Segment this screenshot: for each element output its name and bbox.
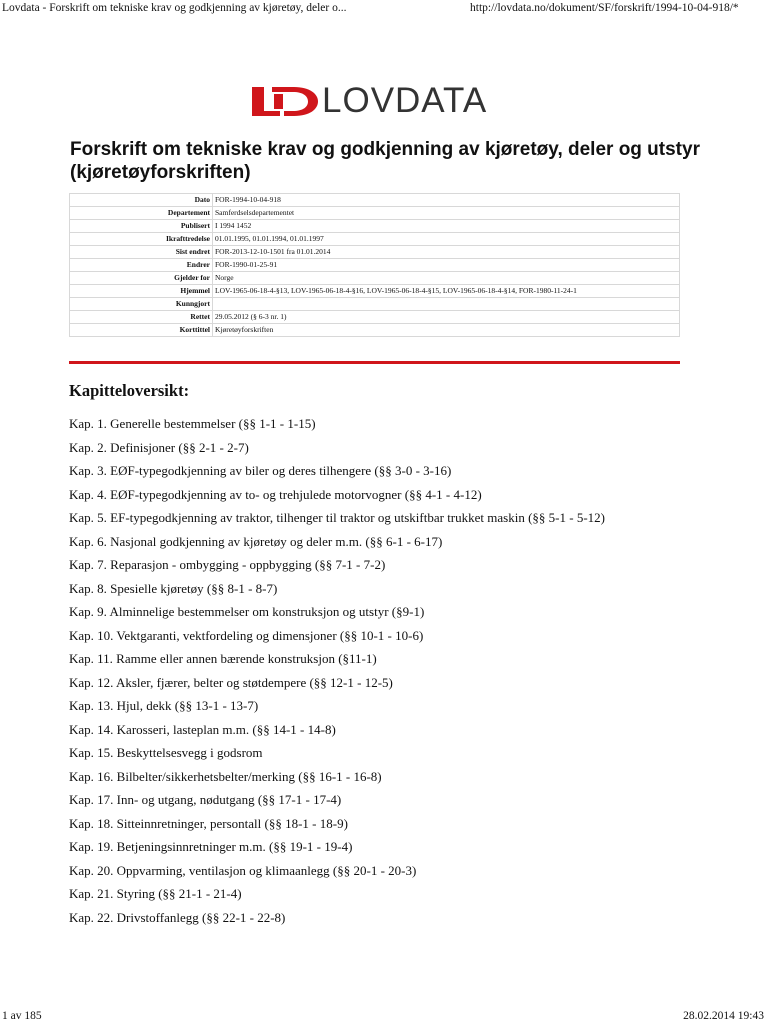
chapter-link[interactable]: Kap. 2. Definisjoner (§§ 2-1 - 2-7) (69, 439, 249, 455)
metadata-row (70, 233, 680, 246)
metadata-value: FOR-1990-01-25-91 (213, 259, 680, 272)
print-header-url: http://lovdata.no/dokument/SF/forskrift/1994-10-04-918/* (470, 2, 739, 14)
metadata-row (70, 311, 680, 324)
chapter-list (69, 414, 605, 931)
metadata-key: Sist endret (70, 246, 213, 259)
metadata-row (70, 285, 680, 298)
metadata-key: Dato (70, 194, 213, 207)
chapter-link[interactable]: Kap. 16. Bilbelter/sikkerhetsbelter/merking (§§ 16-1 - 16-8) (69, 768, 382, 784)
metadata-row (70, 220, 680, 233)
chapter-link[interactable]: Kap. 4. EØF-typegodkjenning av to- og trehjulede motorvogner (§§ 4-1 - 4-12) (69, 486, 482, 502)
chapter-link[interactable]: Kap. 20. Oppvarming, ventilasjon og klimaanlegg (§§ 20-1 - 20-3) (69, 862, 417, 878)
print-header (0, 0, 768, 18)
chapter-link[interactable]: Kap. 18. Sitteinnretninger, persontall (§§ 18-1 - 18-9) (69, 815, 348, 831)
chapter-link[interactable]: Kap. 1. Generelle bestemmelser (§§ 1-1 - 1-15) (69, 416, 316, 431)
chapter-link[interactable]: Kap. 22. Drivstoffanlegg (§§ 22-1 - 22-8) (69, 909, 286, 925)
chapter-link[interactable]: Kap. 7. Reparasjon - ombygging - oppbygging (§§ 7-1 - 7-2) (69, 557, 386, 572)
chapter-link[interactable]: Kap. 21. Styring (§§ 21-1 - 21-4) (69, 886, 242, 901)
metadata-key: Hjemmel (70, 285, 213, 298)
metadata-value: I 1994 1452 (213, 220, 680, 233)
chapter-link[interactable]: Kap. 5. EF-typegodkjenning av traktor, tilhenger til traktor og utskiftbar trukket maskin (§§ 5-1 - 5-12) (69, 510, 605, 525)
metadata-row (70, 259, 680, 272)
metadata-value: FOR-2013-12-10-1501 fra 01.01.2014 (213, 246, 680, 259)
chapter-link[interactable]: Kap. 11. Ramme eller annen bærende konstruksjon (§11-1) (69, 651, 377, 666)
print-header-title: Lovdata - Forskrift om tekniske krav og godkjenning av kjøretøy, deler o... (2, 2, 347, 14)
metadata-value: Samferdselsdepartementet (213, 207, 680, 220)
document-title: Forskrift om tekniske krav og godkjenning av kjøretøy, deler og utstyr (kjøretøyforskriften) (70, 139, 700, 183)
metadata-key: Rettet (70, 311, 213, 324)
metadata-value: Norge (213, 272, 680, 285)
chapter-link[interactable]: Kap. 13. Hjul, dekk (§§ 13-1 - 13-7) (69, 698, 259, 713)
chapter-link[interactable]: Kap. 8. Spesielle kjøretøy (§§ 8-1 - 8-7) (69, 580, 278, 596)
metadata-key: Korttittel (70, 324, 213, 337)
metadata-value: Kjøretøyforskriften (213, 324, 680, 337)
metadata-table (69, 193, 680, 337)
metadata-key: Endrer (70, 259, 213, 272)
metadata-row (70, 207, 680, 220)
chapter-link[interactable]: Kap. 19. Betjeningsinnretninger m.m. (§§ 19-1 - 19-4) (69, 839, 353, 854)
chapter-link[interactable]: Kap. 6. Nasjonal godkjenning av kjøretøy og deler m.m. (§§ 6-1 - 6-17) (69, 533, 443, 549)
print-datetime: 28.02.2014 19:43 (683, 1010, 764, 1022)
metadata-value (213, 298, 680, 311)
toc-heading: Kapitteloversikt: (69, 381, 190, 400)
lovdata-logo-text: LOVDATA (322, 81, 488, 120)
chapter-link[interactable]: Kap. 14. Karosseri, lasteplan m.m. (§§ 14-1 - 14-8) (69, 721, 336, 737)
metadata-value: LOV-1965-06-18-4-§13, LOV-1965-06-18-4-§16, LOV-1965-06-18-4-§15, LOV-1965-06-18-4-§14, FOR-1980-11-24-1 (213, 285, 680, 298)
chapter-link[interactable]: Kap. 9. Alminnelige bestemmelser om konstruksjon og utstyr (§9-1) (69, 604, 425, 619)
page-counter: 1 av 185 (2, 1010, 42, 1022)
print-footer (0, 1008, 768, 1024)
metadata-key: Kunngjort (70, 298, 213, 311)
chapter-link[interactable]: Kap. 10. Vektgaranti, vektfordeling og dimensjoner (§§ 10-1 - 10-6) (69, 627, 424, 643)
metadata-row (70, 324, 680, 337)
metadata-key: Publisert (70, 220, 213, 233)
metadata-value: FOR-1994-10-04-918 (213, 194, 680, 207)
chapter-link[interactable]: Kap. 17. Inn- og utgang, nødutgang (§§ 17-1 - 17-4) (69, 792, 342, 807)
lovdata-logo-mark-icon (250, 84, 320, 118)
red-divider (69, 361, 680, 364)
metadata-row (70, 246, 680, 259)
metadata-value: 29.05.2012 (§ 6-3 nr. 1) (213, 311, 680, 324)
metadata-row (70, 272, 680, 285)
chapter-link[interactable]: Kap. 15. Beskyttelsesvegg i godsrom (69, 745, 263, 760)
chapter-link[interactable]: Kap. 3. EØF-typegodkjenning av biler og deres tilhengere (§§ 3-0 - 3-16) (69, 463, 452, 478)
chapter-link[interactable]: Kap. 12. Aksler, fjærer, belter og støtdempere (§§ 12-1 - 12-5) (69, 674, 393, 690)
metadata-value: 01.01.1995, 01.01.1994, 01.01.1997 (213, 233, 680, 246)
metadata-key: Ikrafttredelse (70, 233, 213, 246)
metadata-row (70, 194, 680, 207)
metadata-key: Departement (70, 207, 213, 220)
lovdata-logo[interactable] (250, 81, 488, 120)
metadata-key: Gjelder for (70, 272, 213, 285)
metadata-row (70, 298, 680, 311)
